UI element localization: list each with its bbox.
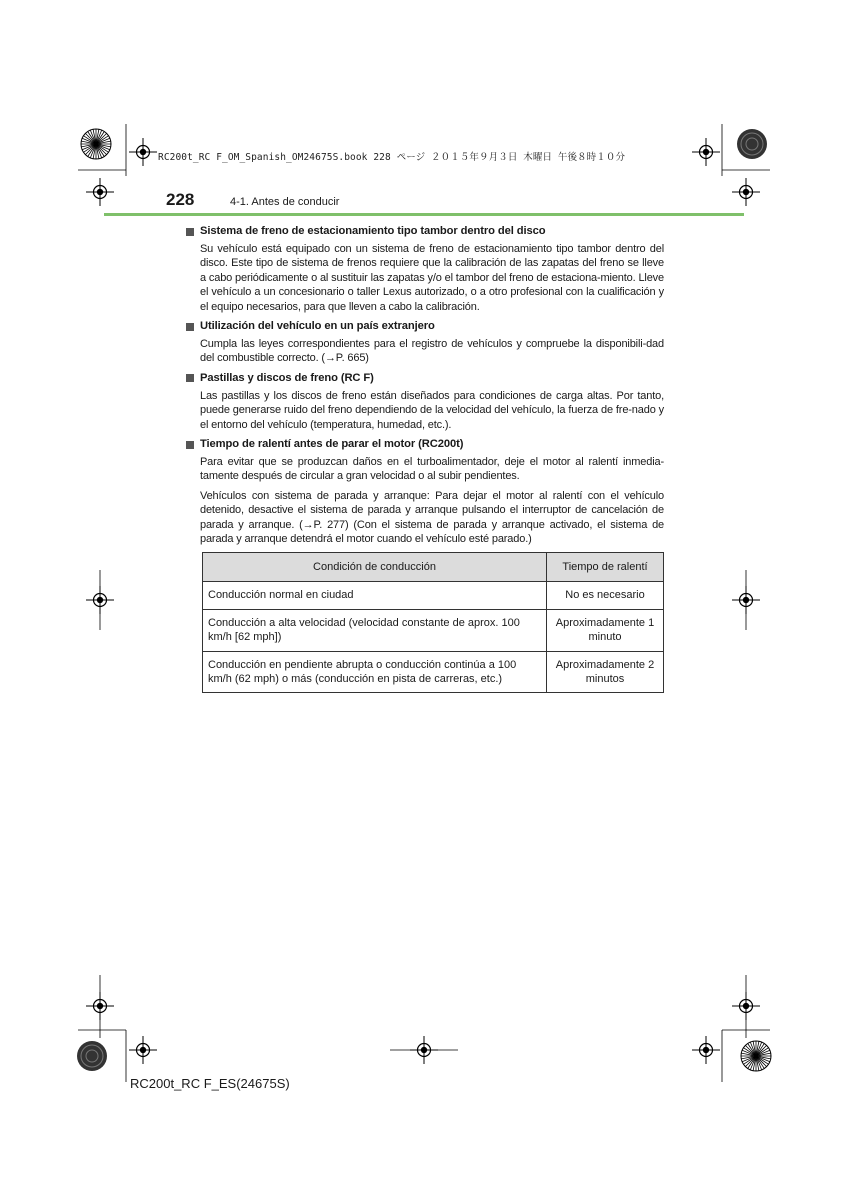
idle-time-table [202, 552, 664, 693]
table-cell-condition: Conducción normal en ciudad [203, 582, 547, 609]
print-info-line: RC200t_RC F_OM_Spanish_OM24675S.book 228 ページ ２０１５年９月３日 木曜日 午後８時１０分 [158, 152, 626, 163]
section-brake-pads [186, 371, 664, 432]
table-cell-condition: Conducción a alta velocidad (velocidad constante de aprox. 100 km/h [62 mph]) [203, 609, 547, 651]
table-row [203, 609, 664, 651]
section-idle-time [186, 437, 664, 546]
section-heading-text: Pastillas y discos de freno (RC F) [200, 371, 374, 384]
column-header-condition: Condición de conducción [203, 553, 547, 582]
paragraph: Su vehículo está equipado con un sistema de freno de estacionamiento tipo tambor dentro del disco. Este tipo de sistema de frenos requiere que la calibración de las zapatas del freno se lleve a cabo periódicamente o al sustituir las zapatas y/o el tambor del freno de estaciona-miento. Lleve el vehículo a un concesionario o taller Lexus autorizado, o a otro profesional con la cualificación y el equipo necesarios, para que lleven a cabo la calibración. [200, 243, 664, 313]
section-heading [186, 319, 664, 334]
section-heading-text: Tiempo de ralentí antes de parar el motor (RC200t) [200, 438, 464, 451]
square-bullet-icon [186, 228, 194, 236]
paragraph: Para evitar que se produzcan daños en el turboalimentador, deje el motor al ralentí inmedia-tamente después de circular a gran velocidad o al subir pendientes. [200, 456, 664, 483]
table-row [203, 651, 664, 693]
square-bullet-icon [186, 323, 194, 331]
table-row [203, 582, 664, 609]
page-number: 228 [166, 190, 195, 209]
table-cell-idle-time: Aproximadamente 1 minuto [547, 609, 664, 651]
square-bullet-icon [186, 374, 194, 382]
footer-model-code: RC200t_RC F_ES(24675S) [130, 1076, 290, 1091]
table-header-row [203, 553, 664, 582]
paragraph: Vehículos con sistema de parada y arranque: Para dejar el motor al ralentí con el vehículo detenido, desactive el sistema de parada y arranque pulsando el interruptor de cancelación de parada y arranque. (→P. 277) (Con el sistema de parada y arranque activado, el sistema de parada y arranque detendrá el motor cuando el vehículo esté parado.) [200, 489, 664, 546]
section-parking-brake [186, 224, 664, 314]
main-content [186, 224, 664, 552]
paragraph: Cumpla las leyes correspondientes para el registro de vehículos y compruebe la disponibili-dad del combustible correcto. (→P. 665) [200, 338, 664, 365]
header-rule [104, 213, 744, 216]
chapter-title: 4-1. Antes de conducir [230, 196, 340, 208]
section-heading-text: Utilización del vehículo en un país extranjero [200, 320, 435, 333]
square-bullet-icon [186, 441, 194, 449]
column-header-idle-time: Tiempo de ralentí [547, 553, 664, 582]
section-heading [186, 437, 664, 452]
table-cell-condition: Conducción en pendiente abrupta o conducción continúa a 100 km/h (62 mph) o más (conducción en pista de carreras, etc.) [203, 651, 547, 693]
table-cell-idle-time: No es necesario [547, 582, 664, 609]
section-foreign-country [186, 319, 664, 366]
paragraph: Las pastillas y los discos de freno están diseñados para condiciones de carga altas. Por tanto, puede generarse ruido del freno dependiendo de la velocidad del vehículo, la fuerza de fre-nado y el entorno del vehículo (temperatura, humedad, etc.). [200, 389, 664, 431]
section-heading [186, 371, 664, 386]
section-heading-text: Sistema de freno de estacionamiento tipo tambor dentro del disco [200, 225, 546, 237]
table-cell-idle-time: Aproximadamente 2 minutos [547, 651, 664, 693]
section-heading [186, 224, 664, 239]
